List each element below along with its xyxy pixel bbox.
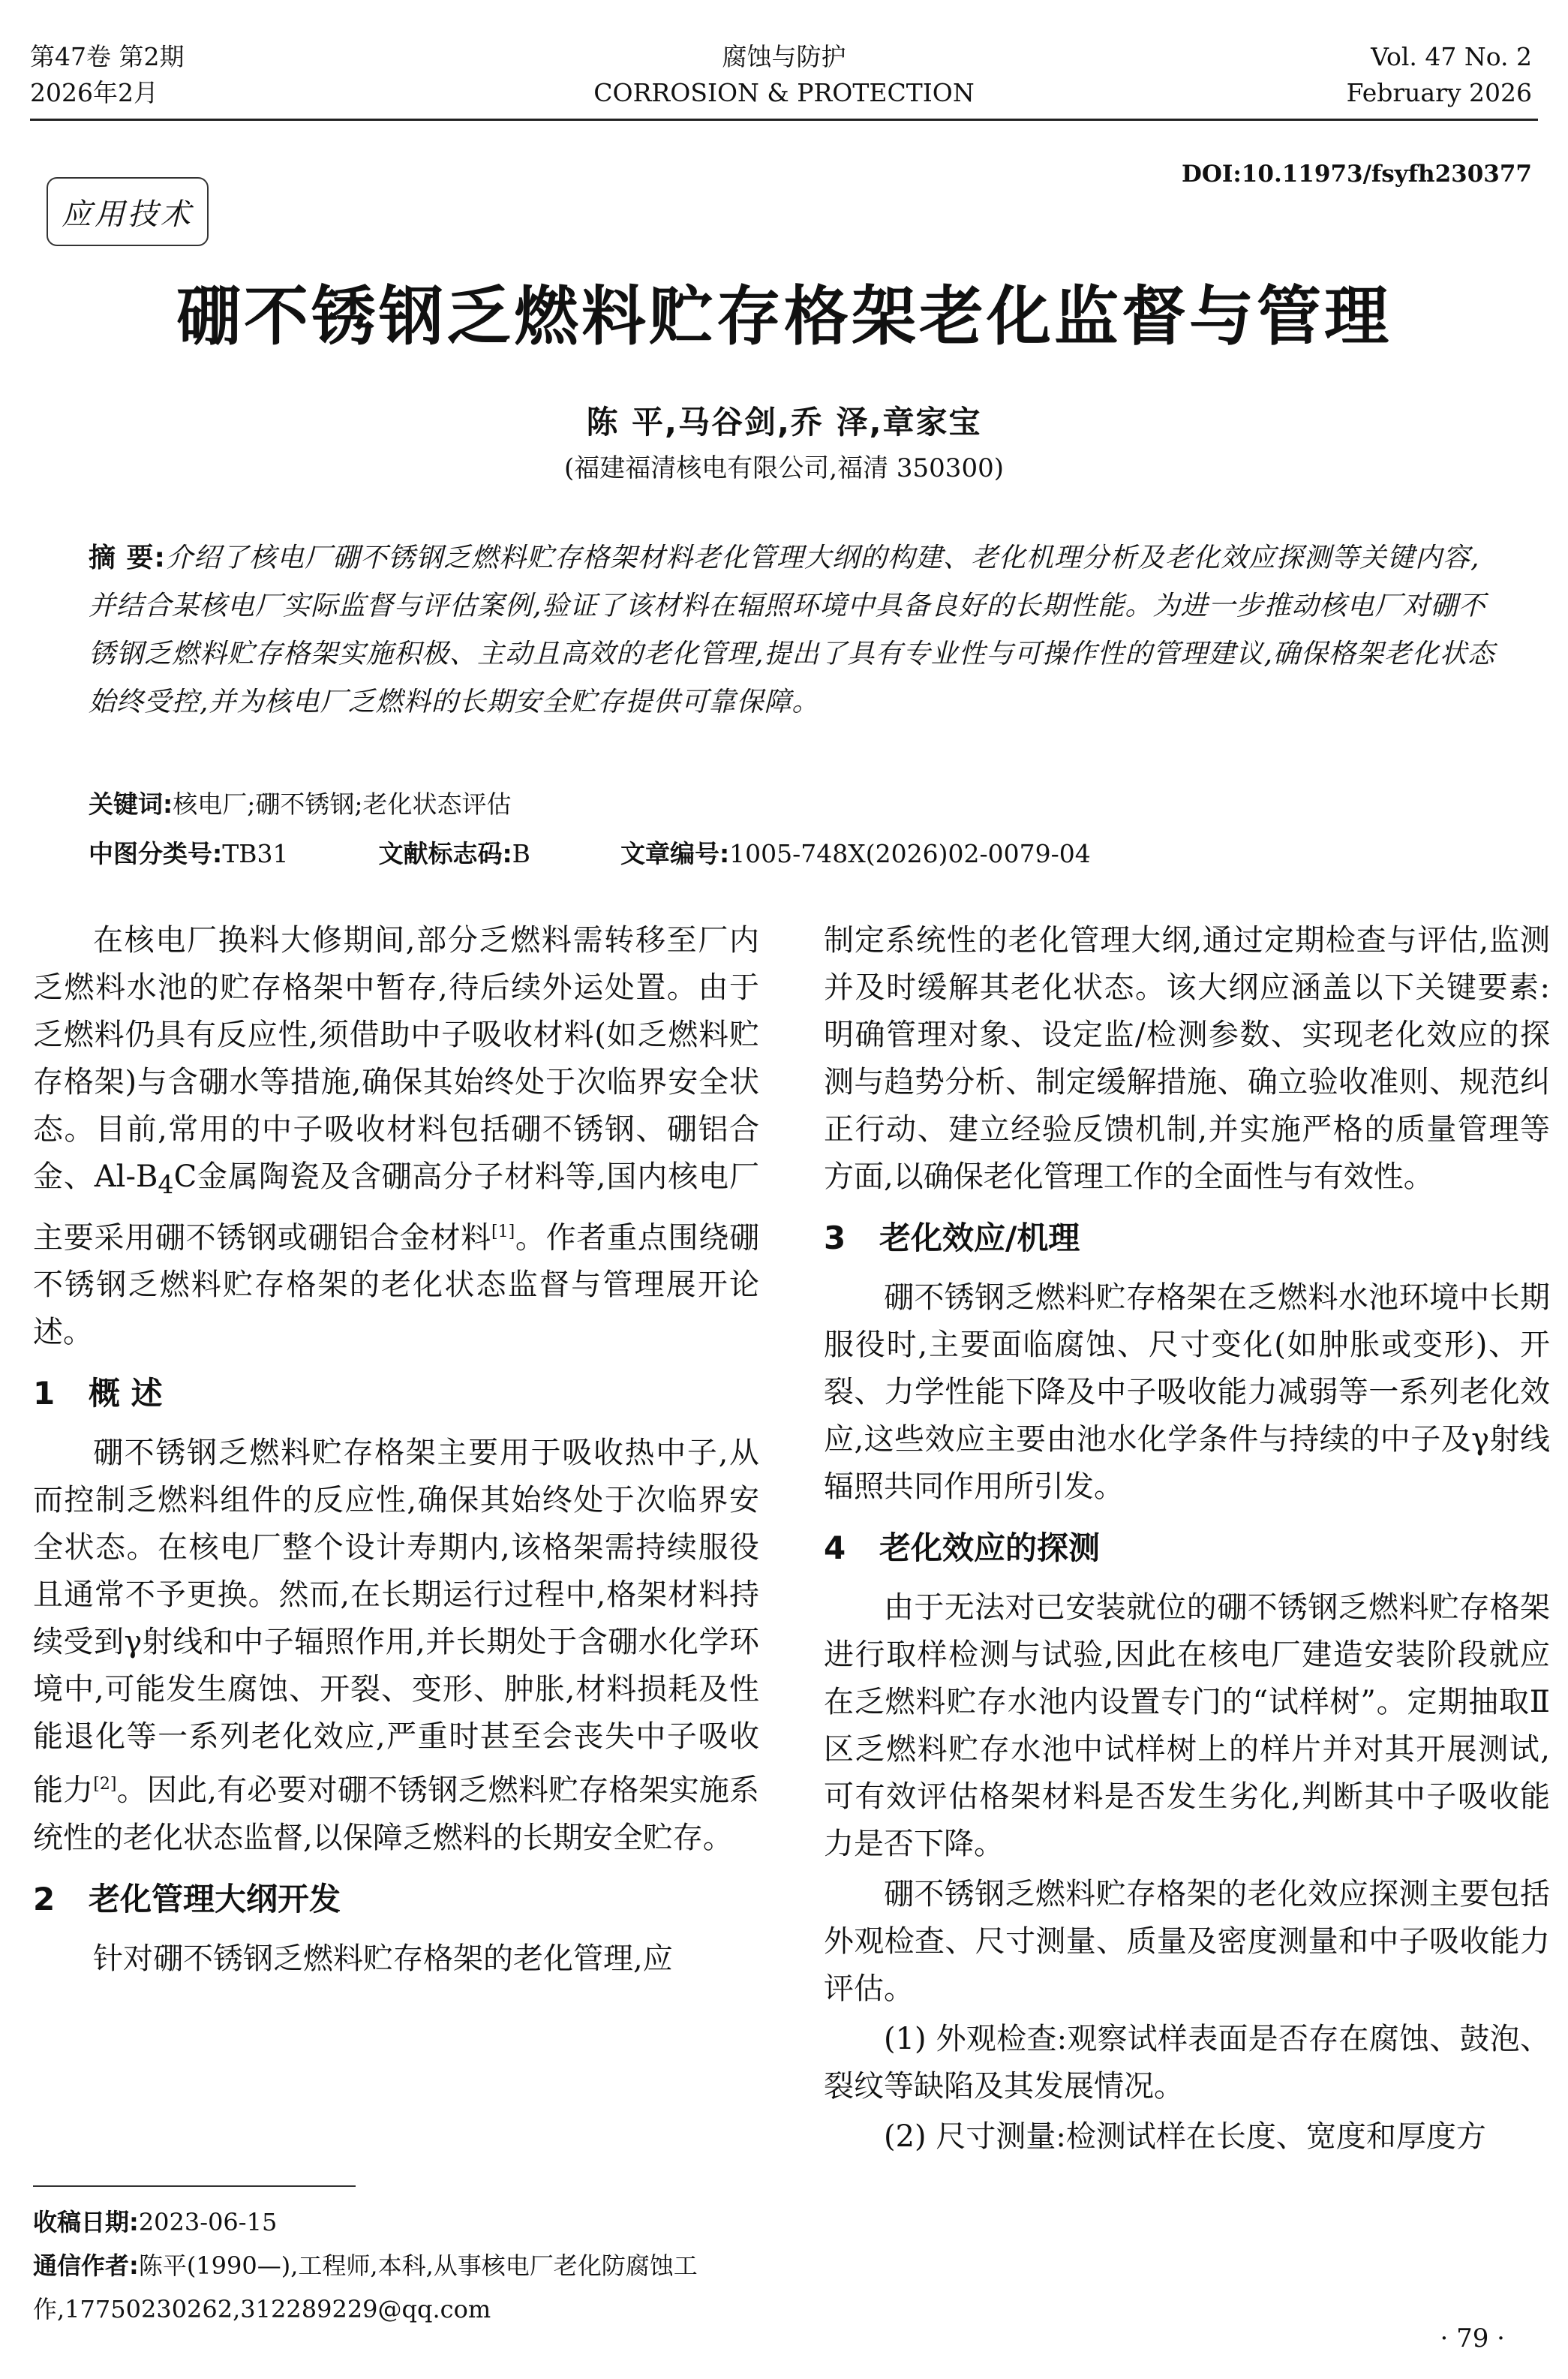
section-3-paragraph: 硼不锈钢乏燃料贮存格架在乏燃料水池环境中长期服役时,主要面临腐蚀、尺寸变化(如肿胀或变形)、开裂、力学性能下降及中子吸收能力减弱等一系列老化效应,这些效应主要由池水化学条件与持续的中子及γ射线辐照共同作用所引发。 xyxy=(824,1280,1550,1504)
volume-issue-cn: 第47卷 第2期 xyxy=(30,42,185,71)
left-column xyxy=(33,917,759,1986)
section-2-paragraph-cont: 制定系统性的老化管理大纲,通过定期检查与评估,监测并及时缓解其老化状态。该大纲应涵盖以下关键要素:明确管理对象、设定监/检测参数、实现老化效应的探测与趋势分析、制定缓解措施、确立验收准则、规范纠正行动、建立经验反馈机制,并实施严格的质量管理等方面,以确保老化管理工作的全面性与有效性。 xyxy=(824,923,1550,1194)
doc-code-label: 文献标志码: xyxy=(378,839,512,868)
section-2-title: 老化管理大纲开发 xyxy=(89,1880,341,1917)
affiliation: (福建福清核电有限公司,福清 350300) xyxy=(564,453,1004,483)
section-2-number: 2 xyxy=(33,1880,56,1917)
keywords-label: 关键词: xyxy=(89,789,173,819)
clc-value: TB31 xyxy=(222,839,289,868)
received-value: 2023-06-15 xyxy=(138,2208,278,2236)
section-4-paragraph-2: 硼不锈钢乏燃料贮存格架的老化效应探测主要包括外观检查、尺寸测量、质量及密度测量和中子吸收能力评估。 xyxy=(824,1877,1550,2006)
date-en: February 2026 xyxy=(1346,78,1532,107)
section-4-title: 老化效应的探测 xyxy=(879,1529,1101,1566)
doi: DOI:10.11973/fsyfh230377 xyxy=(1181,161,1532,188)
section-1-heading xyxy=(33,1371,759,1416)
doc-code-value: B xyxy=(512,839,530,868)
article-no-value: 1005-748X(2026)02-0079-04 xyxy=(729,839,1091,868)
abstract xyxy=(89,534,1499,726)
citation-2: [2] xyxy=(93,1775,117,1794)
section-4-item-1: (1) 外观检查:观察试样表面是否存在腐蚀、鼓泡、裂纹等缺陷及其发展情况。 xyxy=(824,2022,1550,2104)
intro-text-a: 在核电厂换料大修期间,部分乏燃料需转移至厂内乏燃料水池的贮存格架中暂存,待后续外运处置。由于乏燃料仍具有反应性,须借助中子吸收材料(如乏燃料贮存格架)与含硼水等措施,确保其始终处于次临界安全状态。目前,常用的中子吸收材料包括硼不锈钢、硼铝合金、Al-B xyxy=(33,923,759,1194)
header-right xyxy=(1347,39,1532,111)
section-4-paragraph-1: 由于无法对已安装就位的硼不锈钢乏燃料贮存格架进行取样检测与试验,因此在核电厂建造安装阶段就应在乏燃料贮存水池内设置专门的“试样树”。定期抽取Ⅱ区乏燃料贮存水池中试样树上的样片并对其开展测试,可有效评估格架材料是否发生劣化,判断其中子吸收能力是否下降。 xyxy=(824,1590,1550,1861)
section-4-number: 4 xyxy=(824,1529,846,1566)
column-tag: 应用技术 xyxy=(47,177,209,246)
right-column xyxy=(824,917,1550,2164)
author-value: 陈平(1990—),工程师,本科,从事核电厂老化防腐蚀工作,17750230262,312289229@qq.com xyxy=(33,2251,698,2323)
section-1-paragraph xyxy=(33,1430,759,1861)
classification xyxy=(89,835,1091,870)
intro-subscript: 4 xyxy=(158,1170,174,1199)
received-date xyxy=(33,2200,768,2244)
header-rule xyxy=(30,119,1538,121)
citation-1: [1] xyxy=(491,1223,515,1241)
journal-name-cn: 腐蚀与防护 xyxy=(722,42,846,71)
section-4-heading xyxy=(824,1526,1550,1571)
date-cn: 2026年2月 xyxy=(30,78,158,107)
section-2-paragraph-start: 针对硼不锈钢乏燃料贮存格架的老化管理,应 xyxy=(93,1941,673,1976)
section-2-heading xyxy=(33,1877,759,1922)
authors: 陈 平,马谷剑,乔 泽,章家宝 xyxy=(586,404,982,441)
abstract-text: 介绍了核电厂硼不锈钢乏燃料贮存格架材料老化管理大纲的构建、老化机理分析及老化效应探测等关键内容,并结合某核电厂实际监督与评估案例,验证了该材料在辐照环境中具备良好的长期性能。为进一步推动核电厂对硼不锈钢乏燃料贮存格架实施积极、主动且高效的老化管理,提出了具有专业性与可操作性的管理建议,确保格架老化状态始终受控,并为核电厂乏燃料的长期安全贮存提供可靠保障。 xyxy=(89,543,1495,717)
page-number: · 79 · xyxy=(1440,2323,1505,2353)
author-label: 通信作者: xyxy=(33,2251,139,2280)
journal-name-en: CORROSION & PROTECTION xyxy=(593,78,975,107)
keywords-text: 核电厂;硼不锈钢;老化状态评估 xyxy=(173,789,512,819)
footnote-rule xyxy=(33,2185,356,2187)
clc-label: 中图分类号: xyxy=(89,839,223,868)
section-3-number: 3 xyxy=(824,1220,846,1256)
intro-text-c: 。作者重点围绕硼不锈钢乏燃料贮存格架的老化状态监督与管理展开论述。 xyxy=(33,1220,760,1350)
volume-issue-en: Vol. 47 No. 2 xyxy=(1371,42,1532,71)
section-1-text-b: 。因此,有必要对硼不锈钢乏燃料贮存格架实施系统性的老化状态监督,以保障乏燃料的长期安全贮存。 xyxy=(33,1773,759,1855)
article-no-label: 文章编号: xyxy=(620,839,730,868)
intro-text-b: C金属陶瓷及含硼高分子材料等,国内核电厂主要采用硼不锈钢或硼铝合金材料 xyxy=(33,1159,759,1256)
header-left xyxy=(30,39,184,111)
abstract-label: 摘 要: xyxy=(89,543,166,573)
section-1-title: 概 述 xyxy=(89,1375,163,1412)
received-label: 收稿日期: xyxy=(33,2208,139,2236)
section-3-heading xyxy=(824,1216,1550,1261)
section-1-number: 1 xyxy=(33,1375,56,1412)
paper-title: 硼不锈钢乏燃料贮存格架老化监督与管理 xyxy=(176,279,1392,354)
keywords xyxy=(89,785,511,820)
section-1-text-a: 硼不锈钢乏燃料贮存格架主要用于吸收热中子,从而控制乏燃料组件的反应性,确保其始终处于次临界安全状态。在核电厂整个设计寿期内,该格架需持续服役且通常不予更换。然而,在长期运行过程中,格架材料持续受到γ射线和中子辐照作用,并长期处于含硼水化学环境中,可能发生腐蚀、开裂、变形、肿胀,材料损耗及性能退化等一系列老化效应,严重时甚至会丧失中子吸收能力 xyxy=(33,1436,759,1808)
header-center xyxy=(525,39,1043,111)
section-3-title: 老化效应/机理 xyxy=(879,1220,1080,1256)
corresponding-author xyxy=(33,2244,768,2331)
intro-paragraph xyxy=(33,917,759,1356)
section-4-item-2: (2) 尺寸测量:检测试样在长度、宽度和厚度方 xyxy=(884,2119,1486,2154)
